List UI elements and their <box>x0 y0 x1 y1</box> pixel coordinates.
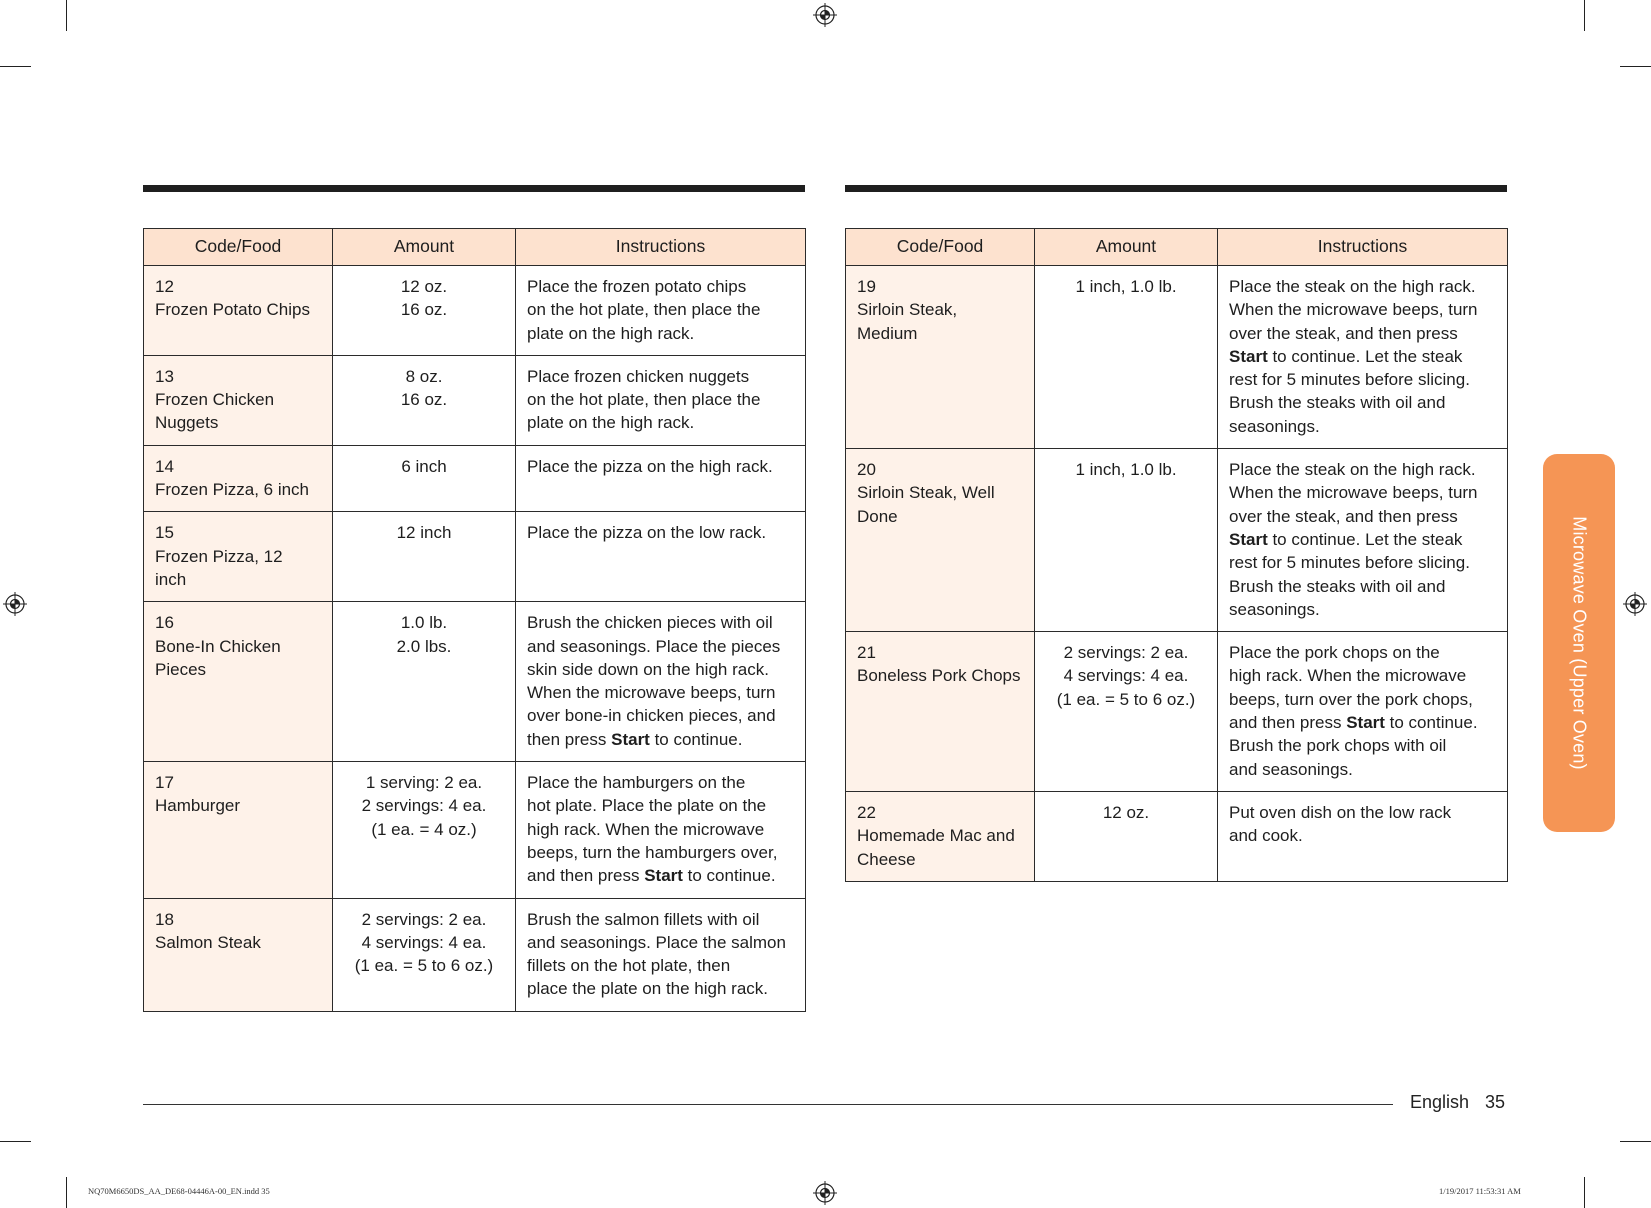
amount-line: 16 oz. <box>400 300 448 320</box>
amount-line: 1.0 lb. <box>400 613 448 633</box>
instruction-text: rest for 5 minutes before slicing. <box>1229 553 1470 573</box>
instruction-line <box>527 841 794 864</box>
instruction-line <box>1229 734 1496 757</box>
instruction-line <box>1229 458 1496 481</box>
instruction-line <box>527 954 794 977</box>
instruction-text: When the microwave beeps, turn <box>527 683 776 703</box>
footer-language: English <box>1410 1092 1470 1112</box>
food-name-line: Frozen Pizza, 6 inch <box>155 480 310 500</box>
instruction-line <box>1229 688 1496 711</box>
instruction-text: Place the steak on the high rack. <box>1229 277 1476 296</box>
amount-line: 1 serving: 2 ea. <box>365 773 483 793</box>
instruction-text: Brush the steaks with oil and <box>1229 576 1446 596</box>
start-keyword: Start <box>1346 713 1385 733</box>
amount-cell <box>333 762 516 898</box>
column-header-instructions: Instructions <box>1218 229 1508 266</box>
instruction-line <box>1229 711 1496 734</box>
column-header-code-food: Code/Food <box>846 229 1035 266</box>
table-row <box>846 632 1508 792</box>
instruction-text: and cook. <box>1229 826 1303 846</box>
section-side-tab <box>1543 454 1615 832</box>
instruction-text: Place frozen chicken nuggets <box>527 366 750 386</box>
amount-line: 1 inch, 1.0 lb. <box>1075 277 1177 296</box>
amount-line: 16 oz. <box>400 390 448 410</box>
instruction-line <box>1229 322 1496 345</box>
food-name-line: Hamburger <box>155 796 241 816</box>
instruction-line <box>1229 575 1496 598</box>
table-row <box>846 266 1508 449</box>
food-code: 14 <box>155 456 174 476</box>
instruction-line <box>1229 824 1496 847</box>
instruction-line <box>527 521 794 544</box>
print-slug-timestamp: 1/19/2017 11:53:31 AM <box>1439 1186 1521 1196</box>
instruction-line <box>527 365 794 388</box>
left-top-rule <box>143 185 805 192</box>
instructions-cell <box>516 762 806 898</box>
instruction-text: high rack. When the microwave <box>1229 666 1467 686</box>
instructions-cell <box>516 602 806 762</box>
instruction-text: and seasonings. <box>1229 759 1353 779</box>
instruction-text: Brush the salmon fillets with oil <box>527 909 760 929</box>
instruction-line <box>527 322 794 345</box>
column-header-code-food: Code/Food <box>144 229 333 266</box>
instruction-text: Place the frozen potato chips <box>527 277 747 296</box>
food-name-line: Nuggets <box>155 413 219 433</box>
crop-mark <box>66 1177 67 1208</box>
crop-mark <box>0 1141 31 1142</box>
instruction-text: place the plate on the high rack. <box>527 979 768 999</box>
amount-line: 8 oz. <box>405 366 443 386</box>
amount-cell <box>333 512 516 602</box>
instructions-cell <box>1218 266 1508 449</box>
registration-mark-icon <box>1623 592 1647 616</box>
food-code: 16 <box>155 613 174 633</box>
code-food-cell <box>846 266 1035 449</box>
instruction-text: When the microwave beeps, turn <box>1229 300 1478 320</box>
amount-line: (1 ea. = 5 to 6 oz.) <box>1056 689 1196 709</box>
instruction-text: Brush the pork chops with oil <box>1229 736 1447 756</box>
instruction-text: to continue. Let the steak <box>1267 346 1463 366</box>
instruction-text: Brush the chicken pieces with oil <box>527 613 773 633</box>
food-code: 19 <box>857 277 876 296</box>
food-name-line: Frozen Potato Chips <box>155 300 310 320</box>
instruction-text: and then press <box>527 866 645 886</box>
instruction-text: Place the pizza on the high rack. <box>527 456 773 476</box>
instruction-text: hot plate. Place the plate on the <box>527 796 767 816</box>
instruction-line <box>1229 551 1496 574</box>
amount-line: 6 inch <box>401 456 447 476</box>
instruction-text: over the steak, and then press <box>1229 323 1458 343</box>
amount-line: (1 ea. = 5 to 6 oz.) <box>354 956 494 976</box>
code-food-cell <box>144 762 333 898</box>
instruction-text: and then press <box>1229 713 1347 733</box>
instruction-line <box>1229 505 1496 528</box>
instruction-text: Place the steak on the high rack. <box>1229 460 1476 480</box>
code-food-cell <box>144 602 333 762</box>
crop-mark <box>1584 1177 1585 1208</box>
instruction-text: high rack. When the microwave <box>527 819 765 839</box>
code-food-cell <box>846 632 1035 792</box>
table-row <box>144 266 806 356</box>
code-food-cell <box>846 791 1035 881</box>
instruction-line <box>527 931 794 954</box>
instruction-line <box>527 635 794 658</box>
amount-cell <box>333 602 516 762</box>
instruction-text: Brush the steaks with oil and <box>1229 393 1446 413</box>
crop-mark <box>1620 1141 1651 1142</box>
instruction-line <box>527 728 794 751</box>
amount-cell <box>333 445 516 512</box>
instruction-text: Place the pizza on the low rack. <box>527 523 767 543</box>
amount-line: (1 ea. = 4 oz.) <box>371 819 477 839</box>
food-name-line: Salmon Steak <box>155 932 261 952</box>
instructions-cell <box>1218 449 1508 632</box>
amount-cell <box>333 898 516 1011</box>
crop-mark <box>1584 0 1585 31</box>
instruction-line <box>1229 298 1496 321</box>
table-row <box>144 898 806 1011</box>
instruction-line <box>527 275 794 298</box>
amount-line: 12 oz. <box>1102 802 1150 822</box>
code-food-cell <box>144 512 333 602</box>
instruction-text: plate on the high rack. <box>527 413 695 433</box>
instruction-line <box>527 298 794 321</box>
food-code: 21 <box>857 643 876 663</box>
food-name-line: Homemade Mac and <box>857 826 1015 846</box>
instruction-line <box>1229 391 1496 414</box>
crop-mark <box>1620 66 1651 67</box>
registration-mark-icon <box>3 592 27 616</box>
amount-cell <box>1035 266 1218 449</box>
code-food-cell <box>144 355 333 445</box>
food-name-line: Boneless Pork Chops <box>857 666 1021 686</box>
instruction-line <box>1229 664 1496 687</box>
table-row <box>144 602 806 762</box>
instruction-text: and seasonings. Place the salmon <box>527 932 786 952</box>
instruction-text: then press <box>527 729 612 749</box>
instruction-line <box>527 908 794 931</box>
instruction-text: to continue. <box>649 729 743 749</box>
amount-cell <box>1035 449 1218 632</box>
column-header-instructions: Instructions <box>516 229 806 266</box>
table-header-row <box>846 229 1508 266</box>
amount-line: 4 servings: 4 ea. <box>1063 666 1189 686</box>
instruction-text: seasonings. <box>1229 599 1320 619</box>
amount-line: 2 servings: 2 ea. <box>1063 643 1189 663</box>
instruction-line <box>527 794 794 817</box>
food-name-line: Bone-In Chicken <box>155 636 281 656</box>
instruction-line <box>1229 481 1496 504</box>
code-food-cell <box>144 266 333 356</box>
registration-mark-icon <box>813 1181 837 1205</box>
instruction-text: fillets on the hot plate, then <box>527 956 731 976</box>
food-code: 12 <box>155 277 174 296</box>
food-code: 18 <box>155 909 174 929</box>
code-food-cell <box>846 449 1035 632</box>
amount-cell <box>333 355 516 445</box>
instruction-text: and seasonings. Place the pieces <box>527 636 781 656</box>
instruction-line <box>527 977 794 1000</box>
table-row <box>846 449 1508 632</box>
instruction-line <box>527 864 794 887</box>
instruction-line <box>1229 368 1496 391</box>
code-food-cell <box>144 445 333 512</box>
food-code: 17 <box>155 773 174 793</box>
instruction-line <box>527 658 794 681</box>
instruction-line <box>1229 758 1496 781</box>
food-name-line: Sirloin Steak, <box>857 300 958 320</box>
start-keyword: Start <box>1229 529 1268 549</box>
food-code: 22 <box>857 802 876 822</box>
food-name-line: Cheese <box>857 849 916 869</box>
instruction-text: beeps, turn over the pork chops, <box>1229 689 1473 709</box>
instruction-text: Place the pork chops on the <box>1229 643 1440 663</box>
amount-cell <box>333 266 516 356</box>
column-header-amount: Amount <box>1035 229 1218 266</box>
food-name-line: Done <box>857 506 898 526</box>
amount-line: 2.0 lbs. <box>396 636 452 656</box>
amount-line: 1 inch, 1.0 lb. <box>1075 460 1177 480</box>
amount-cell <box>1035 791 1218 881</box>
food-name-line: inch <box>155 569 187 589</box>
instructions-cell <box>516 512 806 602</box>
instructions-cell <box>1218 791 1508 881</box>
code-food-cell <box>144 898 333 1011</box>
start-keyword: Start <box>611 729 650 749</box>
instruction-line <box>1229 801 1496 824</box>
instruction-line <box>527 611 794 634</box>
instruction-line <box>527 704 794 727</box>
instruction-text: on the hot plate, then place the <box>527 390 761 410</box>
table-row <box>144 762 806 898</box>
instruction-line <box>527 771 794 794</box>
instructions-cell <box>1218 632 1508 792</box>
instruction-line <box>1229 598 1496 621</box>
instruction-text: Put oven dish on the low rack <box>1229 802 1452 822</box>
instruction-text: on the hot plate, then place the <box>527 300 761 320</box>
amount-line: 4 servings: 4 ea. <box>361 932 487 952</box>
left-cooking-table <box>143 228 806 1012</box>
food-name-line: Frozen Pizza, 12 <box>155 546 283 566</box>
instruction-line <box>1229 345 1496 368</box>
instruction-text: skin side down on the high rack. <box>527 659 769 679</box>
start-keyword: Start <box>1229 346 1268 366</box>
side-tab-label: Microwave Oven (Upper Oven) <box>1569 516 1590 770</box>
start-keyword: Start <box>644 866 683 886</box>
instruction-text: When the microwave beeps, turn <box>1229 483 1478 503</box>
instruction-line <box>527 681 794 704</box>
column-header-amount: Amount <box>333 229 516 266</box>
instruction-line <box>527 411 794 434</box>
instruction-text: seasonings. <box>1229 416 1320 436</box>
instruction-text: to continue. <box>682 866 776 886</box>
table-row <box>144 512 806 602</box>
right-cooking-table <box>845 228 1508 882</box>
instruction-text: to continue. <box>1384 713 1478 733</box>
instruction-text: to continue. Let the steak <box>1267 529 1463 549</box>
instruction-text: over bone-in chicken pieces, and <box>527 706 776 726</box>
instructions-cell <box>516 445 806 512</box>
instructions-cell <box>516 266 806 356</box>
instruction-text: Place the hamburgers on the <box>527 773 746 793</box>
footer-rule <box>143 1104 1393 1105</box>
registration-mark-icon <box>813 3 837 27</box>
food-name-line: Medium <box>857 323 918 343</box>
amount-line: 12 oz. <box>400 277 448 296</box>
instruction-line <box>1229 641 1496 664</box>
instruction-text: plate on the high rack. <box>527 323 695 343</box>
amount-cell <box>1035 632 1218 792</box>
food-name-line: Frozen Chicken <box>155 390 275 410</box>
instruction-line <box>527 388 794 411</box>
food-name-line: Sirloin Steak, Well <box>857 483 995 503</box>
print-slug-filename: NQ70M6650DS_AA_DE68-04446A-00_EN.indd 35 <box>88 1186 270 1196</box>
food-code: 13 <box>155 366 174 386</box>
table-row <box>144 355 806 445</box>
food-name-line: Pieces <box>155 659 207 679</box>
instruction-line <box>527 455 794 478</box>
food-code: 20 <box>857 460 876 480</box>
instruction-line <box>1229 528 1496 551</box>
instructions-cell <box>516 355 806 445</box>
table-row <box>144 445 806 512</box>
instruction-line <box>1229 275 1496 298</box>
amount-line: 2 servings: 2 ea. <box>361 909 487 929</box>
food-code: 15 <box>155 523 174 543</box>
table-header-row <box>144 229 806 266</box>
page-number: 35 <box>1485 1092 1506 1112</box>
instructions-cell <box>516 898 806 1011</box>
instruction-line <box>527 818 794 841</box>
instruction-text: rest for 5 minutes before slicing. <box>1229 370 1470 390</box>
instruction-line <box>1229 415 1496 438</box>
amount-line: 12 inch <box>396 523 452 543</box>
right-top-rule <box>845 185 1507 192</box>
instruction-text: over the steak, and then press <box>1229 506 1458 526</box>
instruction-text: beeps, turn the hamburgers over, <box>527 842 778 862</box>
table-row <box>846 791 1508 881</box>
crop-mark <box>0 66 31 67</box>
amount-line: 2 servings: 4 ea. <box>361 796 487 816</box>
crop-mark <box>66 0 67 31</box>
